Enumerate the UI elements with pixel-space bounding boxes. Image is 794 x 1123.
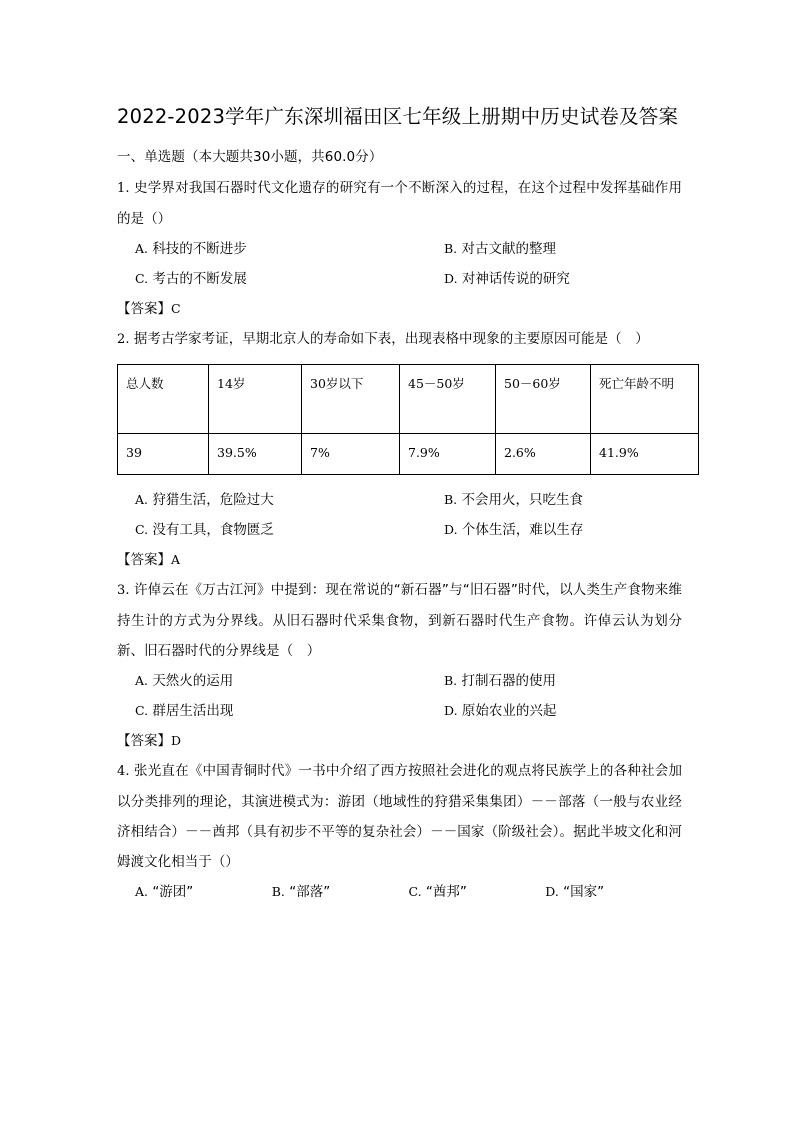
- option-text-4-a: “游团”: [152, 884, 194, 900]
- options-row-1a: [117, 234, 682, 264]
- answer-label-1: 【答案】: [117, 301, 171, 317]
- option-text-3-d: 原始农业的兴起: [461, 703, 557, 719]
- question-block-3: [117, 575, 682, 756]
- question-block-1: [117, 173, 682, 324]
- option-label-3-c: C.: [135, 703, 149, 718]
- question-number-4: 4.: [117, 764, 130, 779]
- table-cell-0-4: 2.6%: [496, 434, 591, 475]
- option-4-a[interactable]: [117, 877, 272, 907]
- option-label-1-c: C.: [135, 271, 149, 286]
- option-label-2-a: A.: [135, 492, 149, 507]
- option-text-2-c: 没有工具，食物匮乏: [152, 522, 274, 538]
- option-label-4-d: D.: [545, 884, 559, 899]
- page-title: 2022-2023学年广东深圳福田区七年级上册期中历史试卷及答案: [117, 105, 679, 128]
- options-row-3a: [117, 666, 682, 696]
- option-text-1-b: 对古文献的整理: [461, 241, 556, 257]
- answer-label-2: 【答案】: [117, 552, 171, 568]
- table-cell-0-5: 41.9%: [591, 434, 699, 475]
- table-header-cell-1: 14岁: [209, 365, 302, 434]
- section-heading: 一、单选题（本大题共30小题，共60.0分）: [117, 149, 383, 165]
- option-label-3-d: D.: [444, 703, 458, 718]
- table-header-cell-5: 死亡年龄不明: [591, 365, 699, 434]
- question-stem-2: [117, 324, 682, 355]
- option-label-2-d: D.: [444, 522, 458, 537]
- option-text-4-d: “国家”: [563, 884, 605, 900]
- option-text-3-a: 天然火的运用: [152, 673, 234, 689]
- options-row-2a: [117, 485, 682, 515]
- table-header-cell-3: 45－50岁: [400, 365, 496, 434]
- option-3-d[interactable]: [440, 696, 556, 726]
- table-header-cell-0: 总人数: [118, 365, 209, 434]
- option-3-c[interactable]: [117, 696, 440, 726]
- options-row-4: [117, 877, 682, 907]
- option-text-4-b: “部落”: [289, 884, 331, 900]
- option-4-d[interactable]: [545, 877, 682, 907]
- option-3-b[interactable]: [440, 666, 556, 696]
- option-1-c[interactable]: [117, 264, 440, 294]
- option-2-d[interactable]: [440, 515, 583, 545]
- option-label-4-a: A.: [135, 884, 149, 899]
- options-row-2b: [117, 515, 682, 545]
- option-2-b[interactable]: [440, 485, 583, 515]
- question-text-2: 据考古学家考证，早期北京人的寿命如下表，出现表格中现象的主要原因可能是（ ）: [133, 331, 649, 347]
- table-row: [118, 434, 699, 475]
- question-text-4: 张光直在《中国青铜时代》一书中介绍了西方按照社会进化的观点将民族学上的各种社会加以分类排列的理论，其演进模式为：游团（地域性的狩猎采集集团）－－部落（一般与农业经济相结合）－－酋邦（具有初步不平等的复杂社会）－－国家（阶级社会）。据此半坡文化和河姆渡文化相当于（）: [117, 763, 683, 870]
- question-number-2: 2.: [117, 332, 130, 347]
- option-text-3-b: 打制石器的使用: [461, 673, 556, 689]
- option-label-4-c: C.: [408, 884, 422, 899]
- option-text-1-d: 对神话传说的研究: [461, 271, 570, 287]
- question-block-2: [117, 324, 682, 575]
- question-number-1: 1.: [117, 181, 130, 196]
- question-block-4: [117, 756, 682, 907]
- option-1-d[interactable]: [440, 264, 570, 294]
- option-label-2-b: B.: [444, 492, 458, 507]
- answer-line-2: [117, 545, 682, 575]
- option-4-c[interactable]: [409, 877, 546, 907]
- option-2-c[interactable]: [117, 515, 440, 545]
- option-4-b[interactable]: [272, 877, 409, 907]
- table-header-cell-2: 30岁以下: [302, 365, 400, 434]
- option-2-a[interactable]: [117, 485, 440, 515]
- table-header-row: [118, 365, 699, 434]
- table-cell-0-1: 39.5%: [209, 434, 302, 475]
- lifespan-statistics-table: [117, 364, 699, 475]
- option-text-1-c: 考古的不断发展: [152, 271, 247, 287]
- options-row-1b: [117, 264, 682, 294]
- question-number-3: 3.: [117, 583, 130, 598]
- option-label-3-b: B.: [444, 673, 458, 688]
- table-cell-0-3: 7.9%: [400, 434, 496, 475]
- option-label-2-c: C.: [135, 522, 149, 537]
- option-text-2-b: 不会用火，只吃生食: [461, 492, 583, 508]
- option-text-1-a: 科技的不断进步: [152, 241, 247, 257]
- answer-value-2: A: [171, 552, 181, 567]
- option-text-4-c: “酋邦”: [425, 884, 467, 900]
- option-label-4-b: B.: [271, 884, 285, 899]
- option-text-2-d: 个体生活，难以生存: [461, 522, 584, 538]
- question-stem-3: [117, 575, 682, 666]
- answer-value-3: D: [171, 733, 182, 748]
- option-3-a[interactable]: [117, 666, 440, 696]
- option-label-3-a: A.: [135, 673, 149, 688]
- option-text-2-a: 狩猎生活，危险过大: [152, 492, 274, 508]
- option-text-3-c: 群居生活出现: [152, 703, 234, 719]
- answer-line-1: [117, 294, 682, 324]
- table-cell-0-2: 7%: [302, 434, 400, 475]
- options-row-3b: [117, 696, 682, 726]
- option-1-b[interactable]: [440, 234, 556, 264]
- question-text-3: 许倬云在《万古江河》中提到：现在常说的“新石器”与“旧石器”时代，以人类生产食物来维持生计的方式为分界线。从旧石器时代采集食物，到新石器时代生产食物。许倬云认为划分新、旧石器时代的分界线是（ ）: [117, 582, 683, 659]
- option-label-1-b: B.: [444, 241, 458, 256]
- option-1-a[interactable]: [117, 234, 440, 264]
- answer-line-3: [117, 726, 682, 756]
- option-label-1-a: A.: [135, 241, 149, 256]
- table-header-cell-4: 50－60岁: [496, 365, 591, 434]
- answer-value-1: C: [171, 301, 181, 316]
- table-cell-0-0: 39: [118, 434, 209, 475]
- question-stem-4: [117, 756, 682, 877]
- option-label-1-d: D.: [444, 271, 458, 286]
- question-stem-1: [117, 173, 682, 234]
- answer-label-3: 【答案】: [117, 733, 171, 749]
- question-text-1: 史学界对我国石器时代文化遗存的研究有一个不断深入的过程，在这个过程中发挥基础作用的是（）: [117, 180, 683, 227]
